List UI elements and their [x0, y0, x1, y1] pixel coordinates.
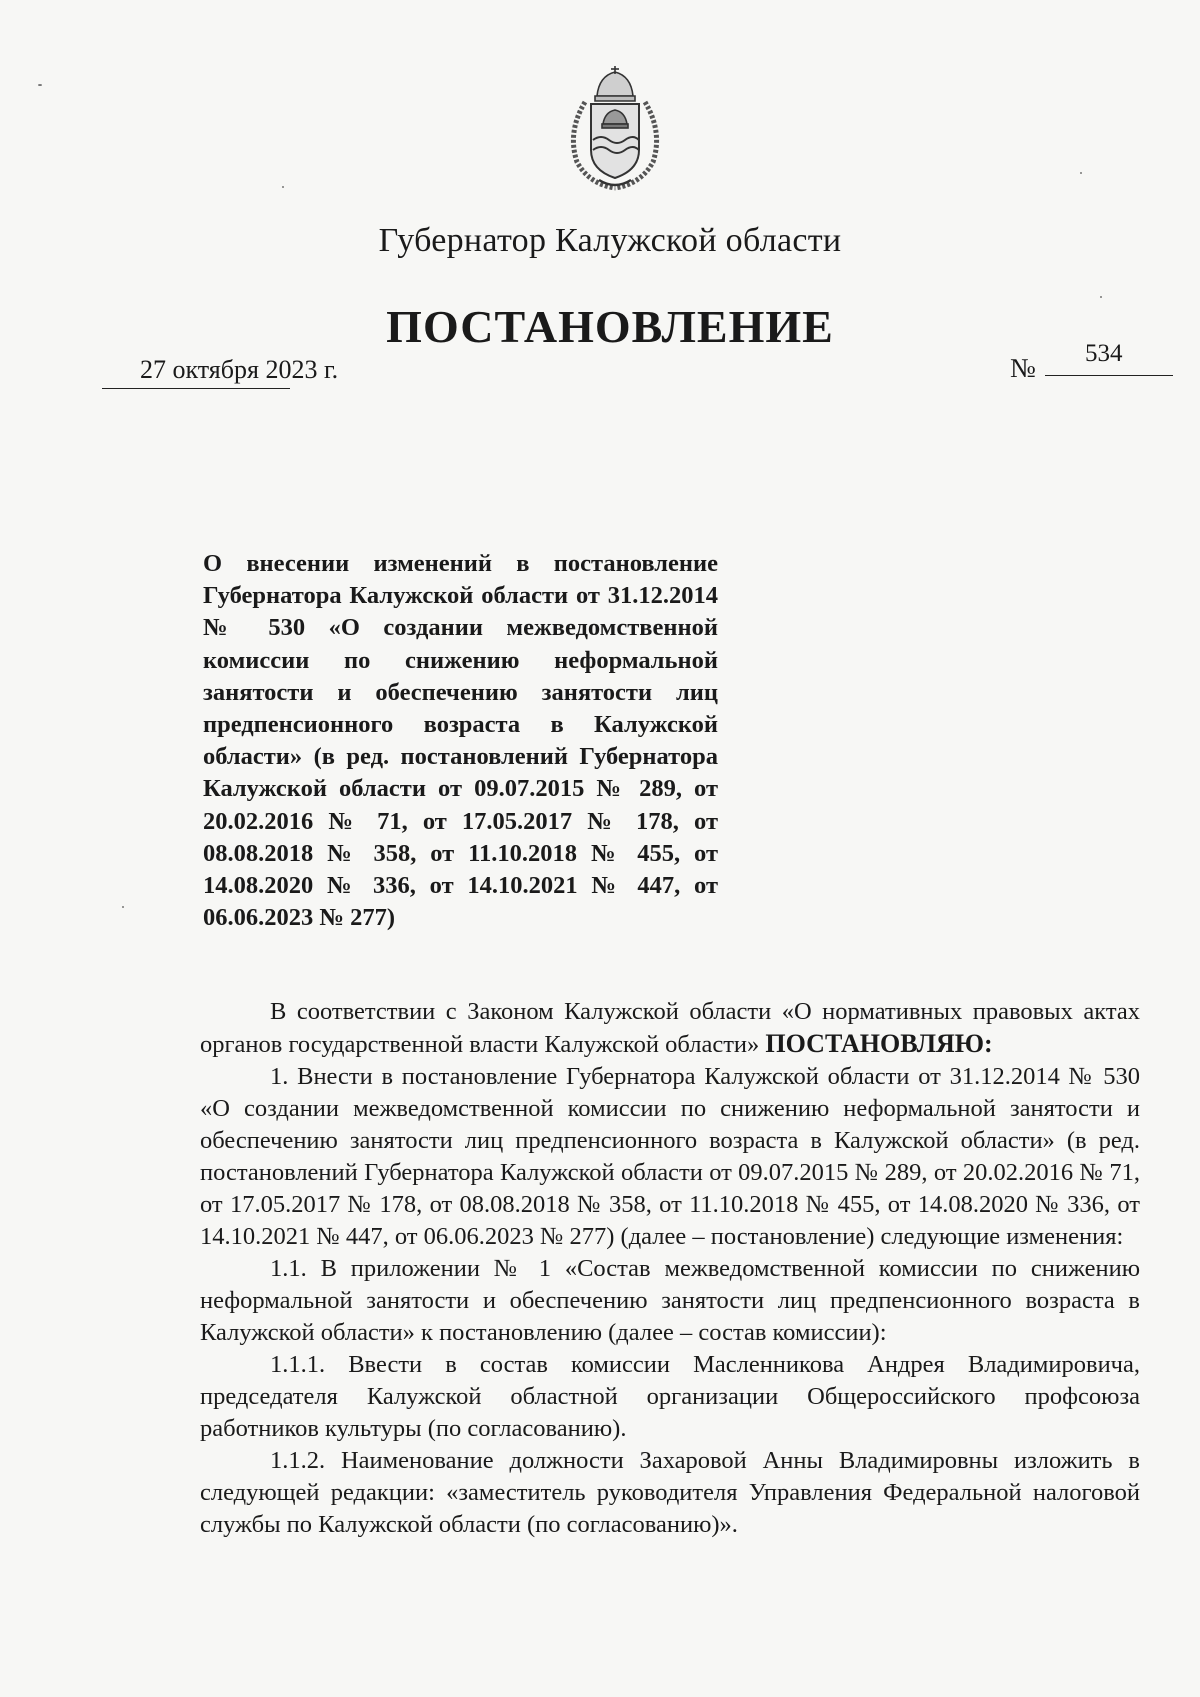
preamble-text: В соответствии с Законом Калужской области «О нормативных правовых актах органов государственной власти Калужской области»: [200, 998, 1140, 1058]
document-body: [200, 996, 1140, 1541]
paragraph-1-1-1: 1.1.1. Ввести в состав комиссии Масленникова Андрея Владимировича, председателя Калужской областной организации Общероссийского профсоюза работников культуры (по согласованию).: [200, 1351, 1140, 1442]
preamble-paragraph: [200, 996, 1140, 1061]
document-number: 534: [1085, 340, 1123, 367]
paragraph-1-1-2: 1.1.2. Наименование должности Захаровой Анны Владимировны изложить в следующей редакции: «заместитель руководителя Управления Федеральной налоговой службы по Калужской области (по согласованию)».: [200, 1447, 1140, 1538]
number-underline: [1045, 375, 1173, 376]
date-underline: [102, 388, 290, 389]
kaluga-coat-of-arms-icon: [555, 62, 675, 192]
scan-speck: [1080, 172, 1082, 174]
number-label: №: [1010, 353, 1036, 383]
paragraph-1-1: 1.1. В приложении № 1 «Состав межведомственной комиссии по снижению неформальной занятости и обеспечению занятости лиц предпенсионного возраста в Калужской области» к постановлению (далее – состав комиссии):: [200, 1255, 1140, 1346]
issuing-authority: Губернатор Калужской области: [378, 222, 842, 259]
scan-speck: [282, 186, 284, 188]
scan-speck: [38, 84, 42, 86]
paragraph-1: 1. Внести в постановление Губернатора Калужской области от 31.12.2014 № 530 «О создании межведомственной комиссии по снижению неформальной занятости и обеспечению занятости лиц предпенсионного возраста в Калужской области» (в ред. постановлений Губернатора Калужской области от 09.07.2015 № 289, от 20.02.2016 № 71, от 17.05.2017 № 178, от 08.08.2018 № 358, от 11.10.2018 № 455, от 14.08.2020 № 336, от 14.10.2021 № 447, от 06.06.2023 № 277) (далее – постановление) следующие изменения:: [200, 1063, 1140, 1250]
document-subject: О внесении изменений в постановление Губернатора Калужской области от 31.12.2014 № 530 «О создании межведомственной комиссии по снижению неформальной занятости и обеспечению занятости лиц предпенсионного возраста в Калужской области» (в ред. постановлений Губернатора Калужской области от 09.07.2015 № 289, от 20.02.2016 № 71, от 17.05.2017 № 178, от 08.08.2018 № 358, от 11.10.2018 № 455, от 14.08.2020 № 336, от 14.10.2021 № 447, от 06.06.2023 № 277): [203, 550, 718, 932]
resolution-keyword: ПОСТАНОВЛЯЮ:: [765, 1029, 993, 1058]
document-type-title: ПОСТАНОВЛЕНИЕ: [386, 301, 834, 352]
scan-speck: [122, 906, 124, 908]
document-date: 27 октября 2023 г.: [140, 355, 339, 384]
scan-speck: [1100, 296, 1102, 298]
